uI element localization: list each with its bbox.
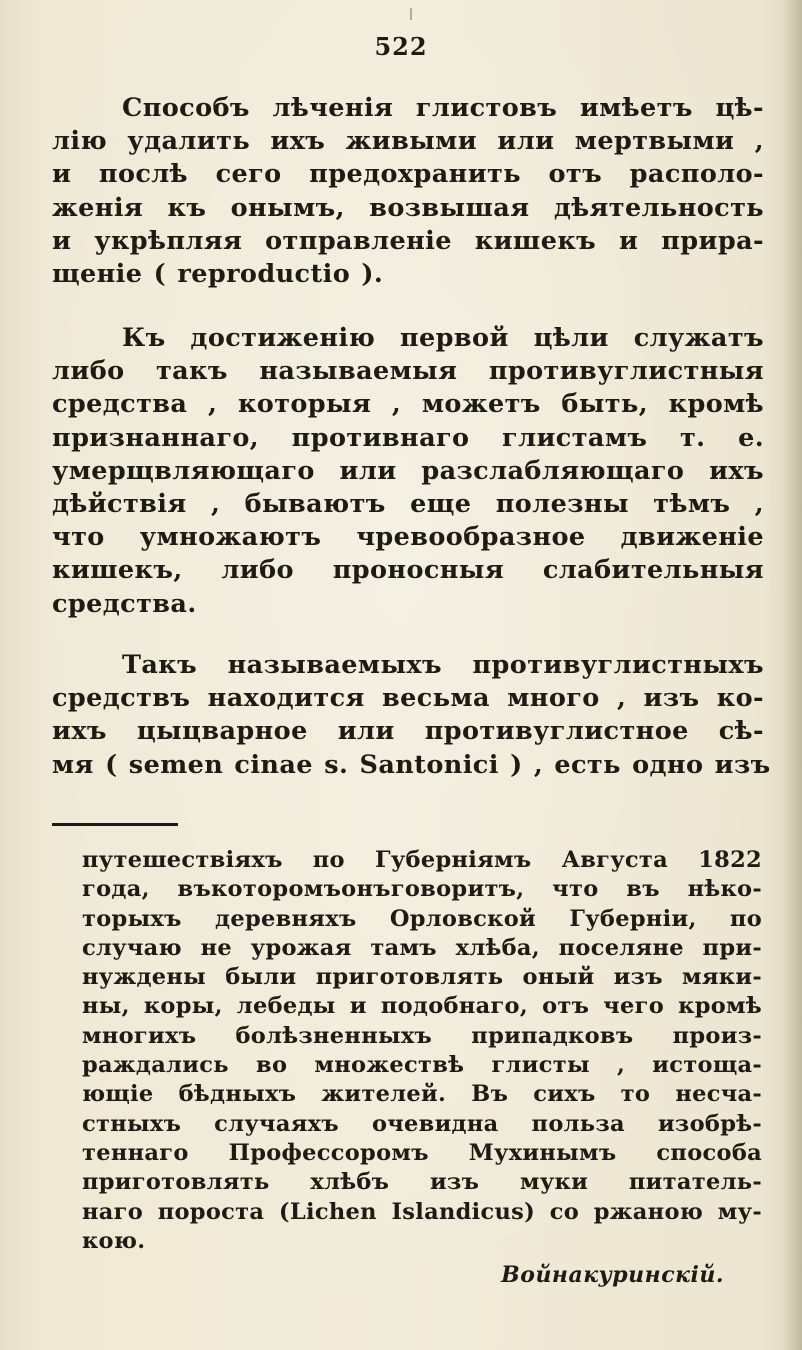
page-mark bbox=[410, 8, 412, 20]
footnote-line: многихъ болѣзненныхъ припадковъ произ- bbox=[82, 1022, 762, 1049]
footnote-line: года, въкоторомъонъговоритъ, что въ нѣко- bbox=[82, 876, 762, 903]
footnote-line: наго пороста (Lichen Islandicus) со ржаною му- bbox=[82, 1198, 762, 1225]
text-line: Къ достиженію первой цѣли служатъ bbox=[122, 323, 764, 353]
text-line: мя ( semen cinae s. Santonici ) , есть одно изъ bbox=[52, 749, 771, 780]
page-edge-shadow bbox=[784, 0, 802, 1350]
page-number: 522 bbox=[374, 32, 428, 61]
paragraph-1 bbox=[52, 92, 764, 291]
paragraph-3 bbox=[52, 649, 771, 782]
text-line: что умножаютъ чревообразное движеніе bbox=[52, 522, 764, 553]
text-line: щеніе ( reproductio ). bbox=[52, 259, 384, 290]
footnote-line: нуждены были приготовлять оный изъ мяки- bbox=[82, 964, 762, 991]
footnote-line: раждались во множествѣ глисты , истоща- bbox=[82, 1052, 762, 1079]
text-line: признаннаго, противнаго глистамъ т. е. bbox=[52, 422, 764, 453]
text-line: средства. bbox=[52, 588, 197, 619]
footnote-line: торыхъ деревняхъ Орловской Губерніи, по bbox=[82, 905, 762, 932]
footnote bbox=[82, 846, 762, 1256]
text-line: средствъ находится весьма много , изъ ко- bbox=[52, 683, 764, 714]
footnote-line: приготовлять хлѣбъ изъ муки питатель- bbox=[82, 1169, 762, 1196]
text-line: дѣйствія , бываютъ еще полезны тѣмъ , bbox=[52, 489, 764, 520]
text-line: либо такъ называемыя противуглистныя bbox=[52, 356, 764, 387]
author-signature: Войнакуринскій. bbox=[501, 1262, 724, 1288]
footnote-line: ны, коры, лебеды и подобнаго, отъ чего кромѣ bbox=[82, 993, 762, 1020]
text-line: лію удалить ихъ живыми или мертвыми , bbox=[52, 126, 764, 157]
text-line: умерщвляющаго или разслабляющаго ихъ bbox=[52, 455, 764, 486]
footnote-divider bbox=[52, 823, 178, 826]
footnote-line: теннаго Профессоромъ Мухинымъ способа bbox=[82, 1139, 762, 1166]
text-line: ихъ цыцварное или противуглистное сѣ- bbox=[52, 716, 764, 747]
footnote-line: кою. bbox=[82, 1227, 146, 1254]
footnote-line: случаю не урожая тамъ хлѣба, поселяне при- bbox=[82, 934, 762, 961]
text-line: женія къ онымъ, возвышая дѣятельность bbox=[52, 192, 764, 223]
text-line: средства , которыя , можетъ быть, кромѣ bbox=[52, 389, 764, 420]
text-line: Способъ лѣченія глистовъ имѣетъ цѣ- bbox=[122, 93, 764, 123]
text-line: Такъ называемыхъ противуглистныхъ bbox=[122, 650, 764, 680]
footnote-line: ющіе бѣдныхъ жителей. Въ сихъ то несча- bbox=[82, 1081, 762, 1108]
paragraph-2 bbox=[52, 322, 764, 621]
text-line: и укрѣпляя отправленіе кишекъ и прира- bbox=[52, 225, 764, 256]
text-line: кишекъ, либо проносныя слабительныя bbox=[52, 555, 764, 586]
text-line: и послѣ сего предохранить отъ располо- bbox=[52, 159, 764, 190]
footnote-line: путешествіяхъ по Губерніямъ Августа 1822 bbox=[82, 847, 762, 873]
footnote-line: стныхъ случаяхъ очевидна польза изобрѣ- bbox=[82, 1110, 762, 1137]
